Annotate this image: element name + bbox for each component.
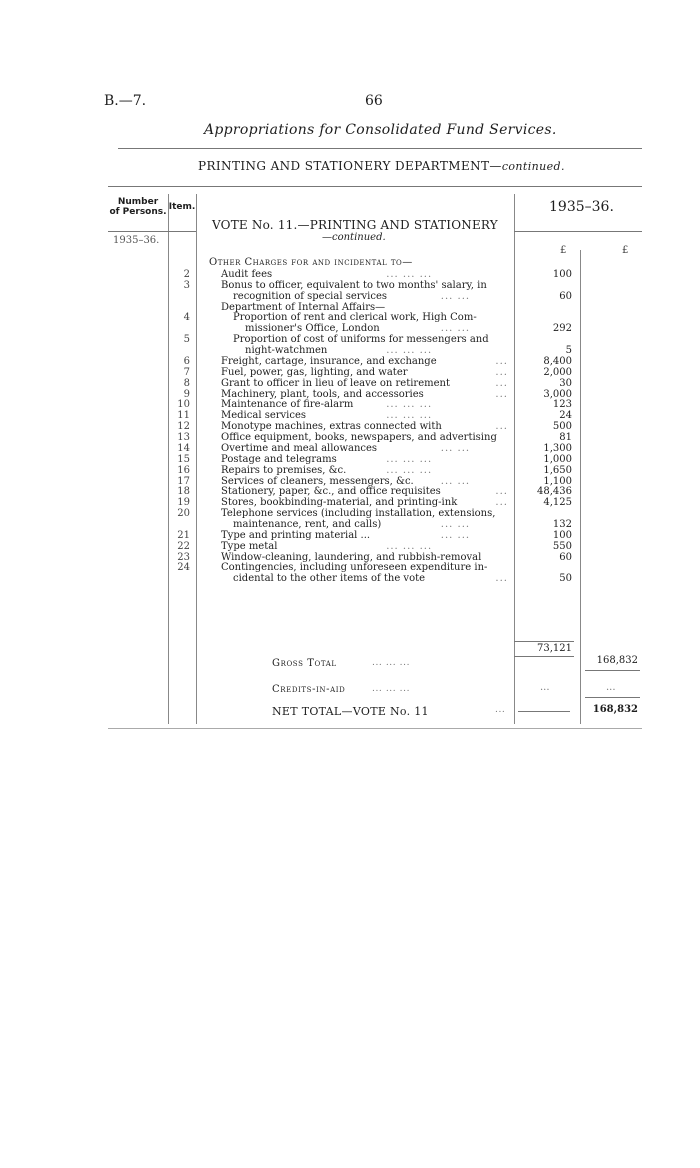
column-header-number-line1: Number — [117, 197, 159, 207]
item-description: night-watchmen — [245, 345, 328, 357]
item-row — [0, 573, 700, 584]
item-amount: 4,125 — [543, 497, 572, 509]
item-description: Type metal — [221, 540, 278, 552]
item-leader-dots: ... ... — [440, 442, 471, 454]
currency-symbol: £ — [622, 245, 629, 256]
gross-total-label: Gross Total — [272, 658, 337, 669]
item-description: Postage and telegrams — [221, 453, 337, 465]
item-amount: 3,000 — [543, 388, 572, 400]
item-row — [0, 454, 700, 465]
page-subtitle: Appropriations for Consolidated Fund Services. — [204, 122, 557, 138]
item-row — [0, 519, 700, 530]
item-row — [0, 497, 700, 508]
item-number: 16 — [177, 464, 190, 476]
item-description: Services of cleaners, messengers, &c. — [221, 475, 414, 487]
item-number: 12 — [177, 421, 190, 433]
item-description: Medical services — [221, 410, 307, 422]
item-row — [0, 476, 700, 487]
item-number: 15 — [177, 453, 190, 465]
item-leader-dots: ... ... ... — [386, 453, 433, 465]
item-amount: 60 — [559, 551, 572, 563]
item-row — [0, 334, 700, 345]
gross-total-amount: 168,832 — [596, 655, 638, 666]
item-number: 3 — [183, 279, 190, 291]
item-amount: 500 — [552, 421, 572, 433]
item-leader-dots: ... ... ... — [386, 540, 433, 552]
section-heading-text: Other Charges for and incidental to— — [209, 257, 413, 268]
item-amount: 81 — [559, 432, 572, 444]
item-row — [0, 552, 700, 563]
item-description: maintenance, rent, and calls) — [233, 519, 382, 530]
item-amount: 50 — [559, 573, 572, 585]
item-amount: 5 — [565, 345, 572, 357]
net-total-label: NET TOTAL—VOTE No. 11 — [272, 705, 429, 718]
column-header-item: Item. — [168, 202, 196, 212]
item-leader-dots: ... ... — [440, 475, 471, 487]
item-row — [0, 280, 700, 291]
item-description: Monotype machines, extras connected with — [221, 421, 442, 433]
item-amount: 100 — [552, 529, 572, 541]
item-row — [0, 421, 700, 432]
item-description: Stationery, paper, &c., and office requisites — [221, 486, 441, 498]
page-number: 66 — [365, 93, 383, 109]
item-amount: 1,300 — [543, 442, 572, 454]
item-description: Grant to officer in lieu of leave on retirement — [221, 377, 450, 389]
department-continued: continued. — [501, 160, 565, 173]
item-description: Type and printing material ... — [221, 529, 371, 541]
item-number: 14 — [177, 442, 190, 454]
item-description: Bonus to officer, equivalent to two months' salary, in — [221, 279, 487, 291]
item-row — [0, 486, 700, 497]
net-total-dots: ... — [495, 705, 506, 715]
rule — [514, 231, 642, 232]
item-number: 9 — [183, 388, 190, 400]
item-row — [0, 399, 700, 410]
item-leader-dots: ... ... — [440, 323, 471, 335]
item-number: 18 — [177, 486, 190, 498]
item-leader-dots: ... — [495, 377, 508, 389]
rule — [585, 670, 640, 671]
item-description: Audit fees — [221, 269, 273, 280]
item-row — [0, 291, 700, 302]
item-amount: 1,100 — [543, 475, 572, 487]
item-row — [0, 367, 700, 378]
item-row — [0, 389, 700, 400]
item-row — [0, 541, 700, 552]
item-number: 2 — [183, 269, 190, 280]
item-amount: 30 — [559, 377, 572, 389]
item-leader-dots: ... ... ... — [386, 269, 433, 280]
item-amount: 24 — [559, 410, 572, 422]
department-heading — [198, 159, 565, 173]
item-row — [0, 465, 700, 476]
net-total-amount: 168,832 — [592, 704, 638, 715]
item-amount: 1,000 — [543, 453, 572, 465]
item-leader-dots: ... ... ... — [386, 399, 433, 411]
item-description: Office equipment, books, newspapers, and advertising — [221, 432, 497, 444]
item-row — [0, 345, 700, 356]
item-description: Overtime and meal allowances — [221, 442, 378, 454]
item-leader-dots: ... ... — [440, 529, 471, 541]
rule — [585, 697, 640, 698]
rule — [108, 186, 642, 187]
item-description: Proportion of cost of uniforms for messengers and — [233, 334, 489, 346]
item-leader-dots: ... ... ... — [386, 345, 433, 357]
column-header-number-line2: of Persons. — [109, 207, 167, 217]
credits-amount: ... — [540, 682, 550, 693]
item-amount: 100 — [552, 269, 572, 280]
item-leader-dots: ... — [495, 573, 508, 585]
item-row — [0, 312, 700, 323]
item-leader-dots: ... ... — [440, 519, 471, 530]
item-description: cidental to the other items of the vote — [233, 573, 426, 585]
rule — [108, 728, 642, 729]
item-number: 11 — [177, 410, 190, 422]
item-amount: 292 — [552, 323, 572, 335]
item-row — [0, 410, 700, 421]
item-leader-dots: ... — [495, 486, 508, 498]
item-row — [0, 508, 700, 519]
item-number: 8 — [183, 377, 190, 389]
credits-amount: ... — [606, 682, 616, 693]
item-leader-dots: ... ... ... — [386, 464, 433, 476]
item-number: 7 — [183, 366, 190, 378]
item-amount: 60 — [559, 290, 572, 302]
item-description: Proportion of rent and clerical work, High Com- — [233, 312, 477, 324]
item-amount: 1,650 — [543, 464, 572, 476]
vote-continued: —continued. — [322, 232, 386, 243]
gross-total-dots: ... ... ... — [372, 658, 411, 668]
item-amount: 550 — [552, 540, 572, 552]
item-description: Telephone services (including installation, extensions, — [221, 508, 496, 520]
item-description: Fuel, power, gas, lighting, and water — [221, 366, 408, 378]
item-amount: 48,436 — [537, 486, 572, 498]
item-number: 17 — [177, 475, 190, 487]
item-description: recognition of special services — [233, 290, 388, 302]
item-row — [0, 530, 700, 541]
item-leader-dots: ... — [495, 366, 508, 378]
item-leader-dots: ... — [495, 355, 508, 367]
item-number: 21 — [177, 529, 190, 541]
item-description: Repairs to premises, &c. — [221, 464, 347, 476]
item-description: Contingencies, including unforeseen expenditure in- — [221, 562, 488, 574]
column-header-year: 1935–36. — [549, 199, 614, 215]
item-amount: 123 — [552, 399, 572, 411]
item-number: 13 — [177, 432, 190, 444]
year-label: 1935–36. — [113, 235, 160, 246]
rule — [118, 148, 642, 149]
item-number: 24 — [177, 562, 190, 574]
rule — [514, 641, 574, 642]
item-number: 4 — [183, 312, 190, 324]
item-amount: 8,400 — [543, 355, 572, 367]
item-amount: 2,000 — [543, 366, 572, 378]
item-row — [0, 562, 700, 573]
rule — [108, 231, 196, 232]
column-header-number — [108, 197, 168, 217]
item-description: missioner's Office, London — [245, 323, 380, 335]
item-number: 10 — [177, 399, 190, 411]
item-number: 23 — [177, 551, 190, 563]
item-number: 22 — [177, 540, 190, 552]
document-series: B.—7. — [104, 93, 147, 109]
item-row — [0, 443, 700, 454]
item-description: Maintenance of fire-alarm — [221, 399, 354, 411]
item-leader-dots: ... ... — [440, 290, 471, 302]
item-leader-dots: ... ... ... — [386, 410, 433, 422]
item-number: 6 — [183, 355, 190, 367]
item-description: Window-cleaning, laundering, and rubbish-removal — [221, 551, 482, 563]
vote-title: VOTE No. 11.—PRINTING AND STATIONERY — [212, 218, 498, 232]
currency-symbol: £ — [560, 245, 567, 256]
item-row — [0, 432, 700, 443]
item-leader-dots: ... — [495, 421, 508, 433]
item-number: 19 — [177, 497, 190, 509]
item-leader-dots: ... — [495, 497, 508, 509]
item-row — [0, 302, 700, 313]
department-name: PRINTING AND STATIONERY DEPARTMENT— — [198, 159, 502, 173]
item-description: Machinery, plant, tools, and accessories — [221, 388, 424, 400]
item-number: 20 — [177, 508, 190, 520]
credits-in-aid-label: Credits-in-aid — [272, 684, 346, 695]
item-description: Freight, cartage, insurance, and exchange — [221, 355, 437, 367]
item-row — [0, 269, 700, 280]
item-row — [0, 356, 700, 367]
item-number: 5 — [183, 334, 190, 346]
item-row — [0, 378, 700, 389]
item-leader-dots: ... — [495, 388, 508, 400]
item-amount: 132 — [552, 519, 572, 530]
credits-in-aid-dots: ... ... ... — [372, 684, 411, 694]
item-description: Stores, bookbinding-material, and printing-ink — [221, 497, 458, 509]
item-description: Department of Internal Affairs— — [221, 301, 386, 313]
section-heading — [209, 257, 413, 268]
item-row — [0, 323, 700, 334]
subtotal-amount: 73,121 — [537, 643, 572, 654]
